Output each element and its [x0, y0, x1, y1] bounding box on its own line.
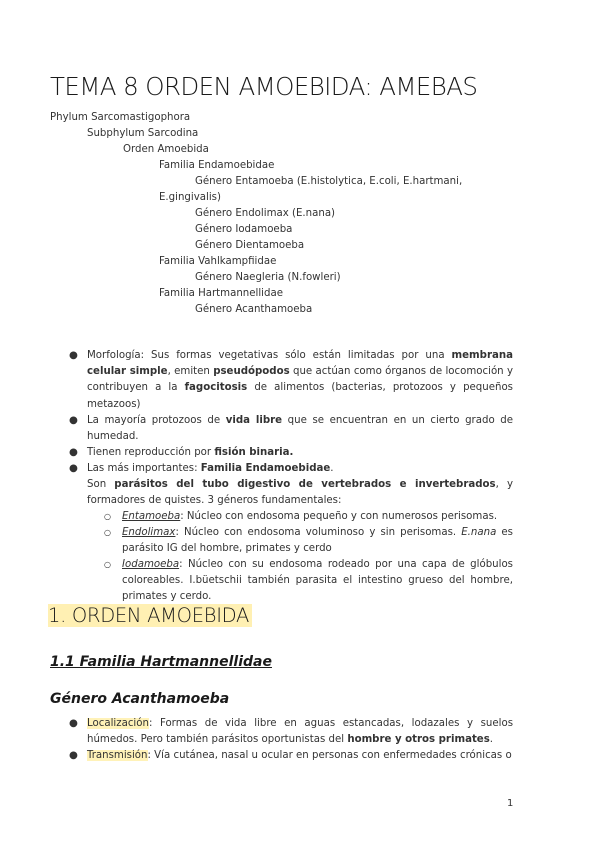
taxonomy-orden: Orden Amoebida	[123, 144, 209, 155]
page-number: 1	[507, 798, 514, 809]
bullet-icon: ●	[69, 463, 78, 474]
page-title: TEMA 8 ORDEN AMOEBIDA: AMEBAS	[50, 72, 478, 101]
taxonomy-genero-naegleria: Género Naegleria (N.fowleri)	[195, 272, 341, 283]
taxonomy-familia-endamoebidae: Familia Endamoebidae	[159, 160, 275, 171]
subbullet-endolimax: ○ Endolimax: Núcleo con endosoma voluminoso y sin perisomas. E.nana es parásito IG del hombre, primates y cerdo	[104, 527, 513, 555]
subbullet-iodamoeba: ○ Iodamoeba: Núcleo con su endosoma rodeado por una capa de glóbulos coloreables. I.büetschii también parasita el intestino grueso del hombre, primates y cerdo.	[104, 559, 513, 603]
taxonomy-genero-endolimax: Género Endolimax (E.nana)	[195, 208, 336, 219]
taxonomy-genero-acanthamoeba: Género Acanthamoeba	[195, 304, 313, 315]
taxonomy-genero-iodamoeba: Género Iodamoeba	[195, 224, 293, 235]
taxonomy-familia-hartmannellidae: Familia Hartmannellidae	[159, 288, 283, 299]
subbullet-entamoeba: ○ Entamoeba: Núcleo con endosoma pequeño y con numerosos perisomas.	[122, 509, 513, 525]
circle-bullet-icon: ○	[104, 528, 111, 537]
bullet-reproduccion: ● Tienen reproducción por fisión binaria.	[87, 445, 513, 461]
taxonomy-familia-vahlkampfiidae: Familia Vahlkampfiidae	[159, 256, 277, 267]
bullet-endamoebidae: ● Las más importantes: Familia Endamoebidae. Son parásitos del tubo digestivo de vertebrados e invertebrados, y formadores de quistes. 3 géneros fundamentales:	[69, 463, 513, 507]
section-heading-orden-amoebida: 1. ORDEN AMOEBIDA	[48, 604, 252, 627]
bullet-icon: ●	[69, 350, 78, 361]
taxonomy-genero-dientamoeba: Género Dientamoeba	[195, 240, 305, 251]
bullet-localizacion: ● Localización: Formas de vida libre en aguas estancadas, lodazales y suelos húmedos. Pero también parásitos oportunistas del hombre y otros primates.	[69, 718, 513, 746]
bullet-icon: ●	[69, 750, 78, 761]
bullet-transmision: ● Transmisión: Vía cutánea, nasal u ocular en personas con enfermedades crónicas o	[87, 748, 513, 764]
circle-bullet-icon: ○	[104, 512, 111, 521]
taxonomy-subphylum: Subphylum Sarcodina	[87, 128, 199, 139]
bullet-icon: ●	[69, 415, 78, 426]
taxonomy-genero-entamoeba: Género Entamoeba (E.histolytica, E.coli, E.hartmani,	[195, 176, 463, 187]
subsection-heading-hartmannellidae: 1.1 Familia Hartmannellidae	[50, 654, 272, 670]
bullet-icon: ●	[69, 718, 78, 729]
bullet-vida-libre: ● La mayoría protozoos de vida libre que se encuentran en un cierto grado de humedad.	[69, 415, 513, 443]
genus-heading-acanthamoeba: Género Acanthamoeba	[50, 691, 230, 707]
bullet-icon: ●	[69, 447, 78, 458]
circle-bullet-icon: ○	[104, 560, 111, 569]
taxonomy-phylum: Phylum Sarcomastigophora	[50, 112, 191, 123]
bullet-morfologia: ● Morfología: Sus formas vegetativas sólo están limitadas por una membrana celular simple, emiten pseudópodos que actúan como órganos de locomoción y contribuyen a la fagocitosis de alimentos (bacterias, protozoos y pequeños metazoos)	[69, 350, 513, 410]
taxonomy-genero-entamoeba-cont: E.gingivalis)	[159, 192, 221, 203]
